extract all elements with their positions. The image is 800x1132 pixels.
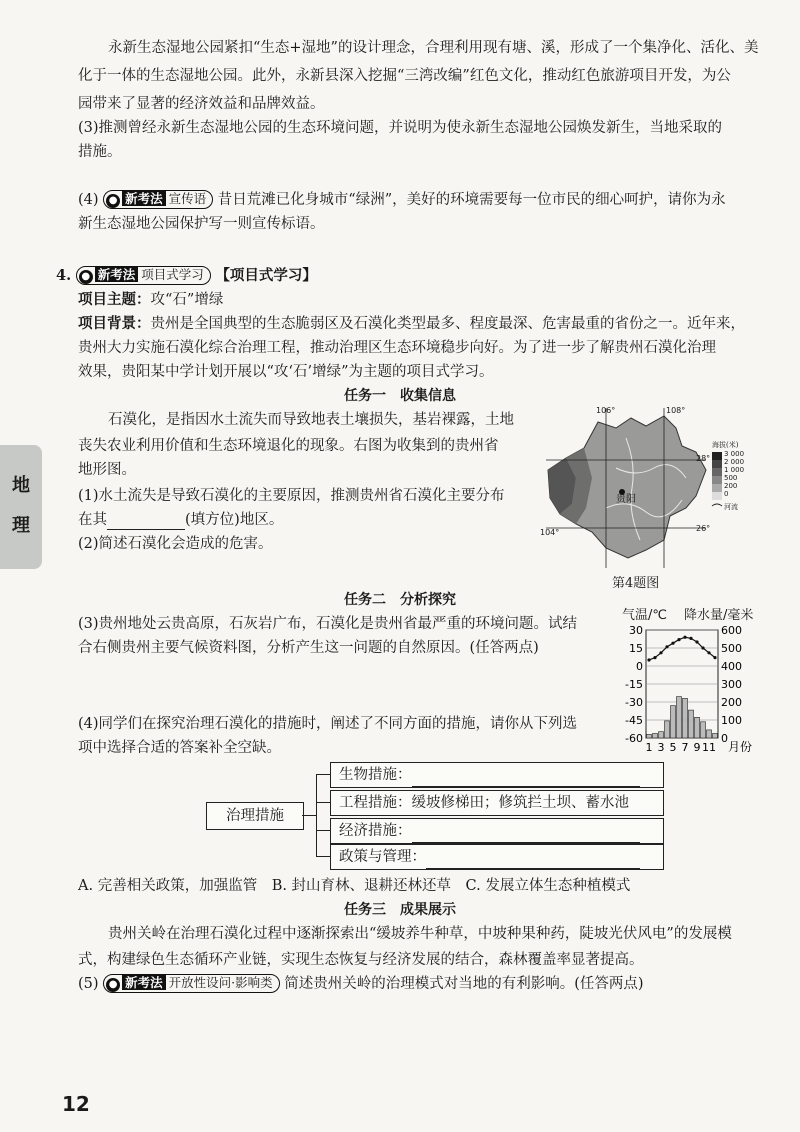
climate-chart — [618, 604, 768, 754]
temperature-axis-label: 气温/℃ — [622, 608, 667, 623]
task-1-desc-3: 地形图。 — [78, 462, 136, 478]
subject-side-tab — [0, 445, 42, 569]
task-1-q1-line-1: (1)水土流失是导致石漠化的主要原因，推测贵州省石漠化主要分布 — [78, 488, 505, 504]
tree-connector — [316, 802, 330, 803]
precipitation-bar — [701, 722, 706, 738]
lat-26-label: 26° — [696, 524, 711, 533]
task-3-title: 任务三 成果展示 — [344, 902, 456, 918]
precipitation-axis-label: 降水量/毫米 — [684, 608, 754, 623]
climate-chart-svg — [618, 604, 768, 754]
task-3-para-2: 式，构建绿色生态循环产业链，实现生态恢复与经济发展的结合，森林覆盖率显著提高。 — [78, 952, 644, 968]
question-3-line-1: (3)推测曾经永新生态湿地公园的生态环境问题，并说明为使永新生态湿地公园焕发新生，当地采取的 — [78, 120, 723, 136]
tree-connector — [316, 774, 330, 775]
answer-blank[interactable] — [426, 852, 640, 869]
bulb-icon: ● — [79, 270, 93, 284]
temperature-point — [671, 642, 674, 645]
tree-connector — [316, 830, 330, 831]
q1-text-a: 在其 — [78, 512, 107, 528]
task-1-q2: (2)简述石漠化会造成的危害。 — [78, 536, 273, 552]
bulb-icon: ● — [106, 194, 120, 208]
question-4-text: 昔日荒滩已化身城市“绿洲”，美好的环境需要每一位市民的细心呵护，请你为永 — [217, 192, 726, 208]
temperature-point — [653, 656, 656, 659]
precipitation-bar — [665, 721, 670, 738]
tag-label: 项目式学习 — [141, 267, 204, 282]
legend-3000: 3 000 — [724, 450, 745, 458]
guiyang-label: 贵阳 — [616, 494, 636, 505]
lon-106-label: 106° — [596, 406, 616, 415]
temperature-tick-label: -15 — [625, 678, 643, 691]
month-tick-label: 11 — [702, 741, 716, 754]
project-background-1 — [78, 314, 754, 334]
lon-108-label: 108° — [666, 406, 686, 415]
precipitation-tick-label: 600 — [721, 624, 742, 637]
guizhou-terrain-map — [536, 408, 756, 568]
question-4-number: (4) — [78, 192, 99, 208]
precipitation-bar — [707, 730, 712, 738]
precipitation-bar — [653, 734, 658, 739]
terrain-map-svg — [536, 408, 756, 568]
precipitation-bar — [695, 717, 700, 738]
engineering-measures-box: 工程措施：缓坡修梯田；修筑拦土坝、蓄水池 — [330, 790, 664, 816]
temperature-point — [683, 636, 686, 639]
temperature-point — [647, 658, 650, 661]
q1-text-b: (填方位)地区。 — [185, 512, 284, 528]
temperature-point — [707, 651, 710, 654]
legend-500: 500 — [724, 474, 738, 482]
side-tab-char-2: 理 — [12, 515, 30, 536]
q5-text: 简述贵州关岭的治理模式对当地的有利影响。(任答两点) — [284, 976, 644, 992]
legend-title: 海拔(米) — [712, 441, 739, 449]
problem-4-header — [56, 266, 754, 286]
temperature-point — [701, 646, 704, 649]
task-1-q1-line-2 — [78, 510, 283, 530]
temperature-point — [677, 638, 680, 641]
project-bracket: 【项目式学习】 — [215, 267, 317, 284]
bulb-icon: ● — [106, 978, 120, 992]
temperature-tick-label: -45 — [625, 714, 643, 727]
precipitation-bar — [677, 697, 682, 738]
temperature-point — [665, 645, 668, 648]
problem-number: 4. — [56, 267, 72, 284]
precipitation-tick-label: 500 — [721, 642, 742, 655]
precipitation-bar — [671, 706, 676, 738]
precipitation-bar — [647, 734, 652, 738]
project-theme — [78, 290, 754, 310]
temperature-tick-label: -60 — [625, 732, 643, 745]
task-2-q4-line-1: (4)同学们在探究治理石漠化的措施时，阐述了不同方面的措施，请你从下列选 — [78, 716, 578, 732]
temperature-point — [713, 656, 716, 659]
precipitation-tick-label: 100 — [721, 714, 742, 727]
question-4-line-2: 新生态湿地公园保护写一则宣传标语。 — [78, 216, 325, 232]
temperature-point — [695, 640, 698, 643]
tree-connector — [316, 856, 330, 857]
month-axis-label: 月份 — [728, 740, 753, 754]
task-1-desc-1: 石漠化，是指因水土流失而导致地表土壤损失，基岩裸露，土地 — [108, 412, 514, 428]
task-3-q5 — [78, 974, 754, 994]
background-text: 贵州是全国典型的生态脆弱区及石漠化类型最多、程度最深、危害最重的省份之一。近年来， — [150, 316, 745, 332]
question-3-line-2: 措施。 — [78, 144, 122, 160]
bio-measures-label: 生物措施： — [339, 767, 412, 783]
precipitation-bar — [659, 732, 664, 738]
tag-label: 宣传语 — [168, 191, 207, 206]
task-2-q3-line-1: (3)贵州地处云贵高原，石灰岩广布，石漠化是贵州省最严重的环境问题。试结 — [78, 616, 578, 632]
precipitation-tick-label: 200 — [721, 696, 742, 709]
temperature-tick-label: 30 — [629, 624, 643, 637]
tree-connector — [316, 774, 317, 856]
precipitation-bar — [683, 698, 688, 738]
tag-label: 开放性设问·影响类 — [168, 975, 273, 990]
temperature-tick-label: -30 — [625, 696, 643, 709]
question-4-tag — [103, 190, 213, 209]
task-2-q3-line-2: 合右侧贵州主要气候资料图，分析产生这一问题的自然原因。(任答两点) — [78, 640, 539, 656]
intro-line-1: 永新生态湿地公园紧扣“生态+湿地”的设计理念，合理利用现有塘、溪，形成了一个集净化、活化、美 — [108, 40, 759, 56]
precipitation-bar — [689, 710, 694, 738]
bio-measures-box — [330, 762, 664, 788]
precipitation-tick-label: 300 — [721, 678, 742, 691]
legend-0: 0 — [724, 490, 729, 498]
temperature-point — [689, 637, 692, 640]
precipitation-bar — [713, 734, 718, 739]
theme-label: 项目主题： — [78, 291, 151, 308]
task-2-q4-line-2: 项中选择合适的答案补全空缺。 — [78, 740, 281, 756]
task-2-title: 任务二 分析探究 — [344, 592, 456, 608]
month-tick-label: 3 — [657, 741, 665, 754]
q5-number: (5) — [78, 976, 99, 992]
answer-options: A. 完善相关政策，加强监管 B. 封山育林、退耕还林还草 C. 发展立体生态种植模式 — [78, 878, 631, 894]
economic-measures-label: 经济措施： — [339, 823, 412, 839]
lon-104-label: 104° — [540, 528, 560, 537]
answer-blank[interactable] — [107, 513, 185, 530]
side-tab-char-1: 地 — [12, 475, 30, 496]
temperature-tick-label: 0 — [636, 660, 643, 673]
temperature-tick-label: 15 — [629, 642, 643, 655]
lat-28-label: 28° — [696, 454, 711, 463]
question-4-line-1 — [78, 190, 754, 210]
project-background-2: 贵州大力实施石漠化综合治理工程，推动治理区生态环境稳步向好。为了进一步了解贵州石漠化治理 — [78, 340, 716, 356]
q5-tag — [103, 974, 280, 993]
tree-root: 治理措施 — [206, 802, 304, 830]
month-tick-label: 7 — [681, 741, 689, 754]
tag-new: 新考法 — [95, 267, 139, 282]
answer-blank[interactable] — [412, 826, 640, 843]
answer-blank[interactable] — [412, 770, 640, 787]
month-tick-label: 1 — [645, 741, 653, 754]
legend-2000: 2 000 — [724, 458, 745, 466]
task-1-desc-2: 丧失农业利用价值和生态环境退化的现象。右图为收集到的贵州省 — [78, 438, 499, 454]
legend-river: 河流 — [724, 503, 738, 511]
policy-measures-label: 政策与管理： — [339, 849, 426, 865]
legend-200: 200 — [724, 482, 738, 490]
month-tick-label: 5 — [669, 741, 677, 754]
economic-measures-box — [330, 818, 664, 844]
intro-line-2: 化于一体的生态湿地公园。此外，永新县深入挖掘“三湾改编”红色文化，推动红色旅游项目开发，为公 — [78, 68, 731, 84]
theme-text: 攻“石”增绿 — [150, 292, 224, 308]
page-number: 12 — [62, 1092, 90, 1116]
precipitation-tick-label: 400 — [721, 660, 742, 673]
map-caption: 第4题图 — [612, 576, 660, 591]
legend-1000: 1 000 — [724, 466, 745, 474]
precipitation-tick-label: 0 — [721, 732, 728, 745]
tag-new: 新考法 — [122, 975, 166, 990]
project-background-3: 效果，贵阳某中学计划开展以“攻‘石’增绿”为主题的项目式学习。 — [78, 364, 494, 380]
background-label: 项目背景： — [78, 315, 151, 332]
temperature-line — [649, 637, 715, 660]
policy-measures-box — [330, 844, 664, 870]
temperature-point — [659, 651, 662, 654]
task-1-title: 任务一 收集信息 — [344, 388, 456, 404]
intro-line-3: 园带来了显著的经济效益和品牌效益。 — [78, 96, 325, 112]
tree-connector — [302, 815, 316, 816]
tag-new: 新考法 — [122, 191, 166, 206]
task-3-para-1: 贵州关岭在治理石漠化过程中逐渐探索出“缓坡养牛种草，中坡种果种药，陡坡光伏风电”的发展模 — [108, 926, 732, 942]
month-tick-label: 9 — [693, 741, 701, 754]
project-tag — [76, 266, 211, 285]
